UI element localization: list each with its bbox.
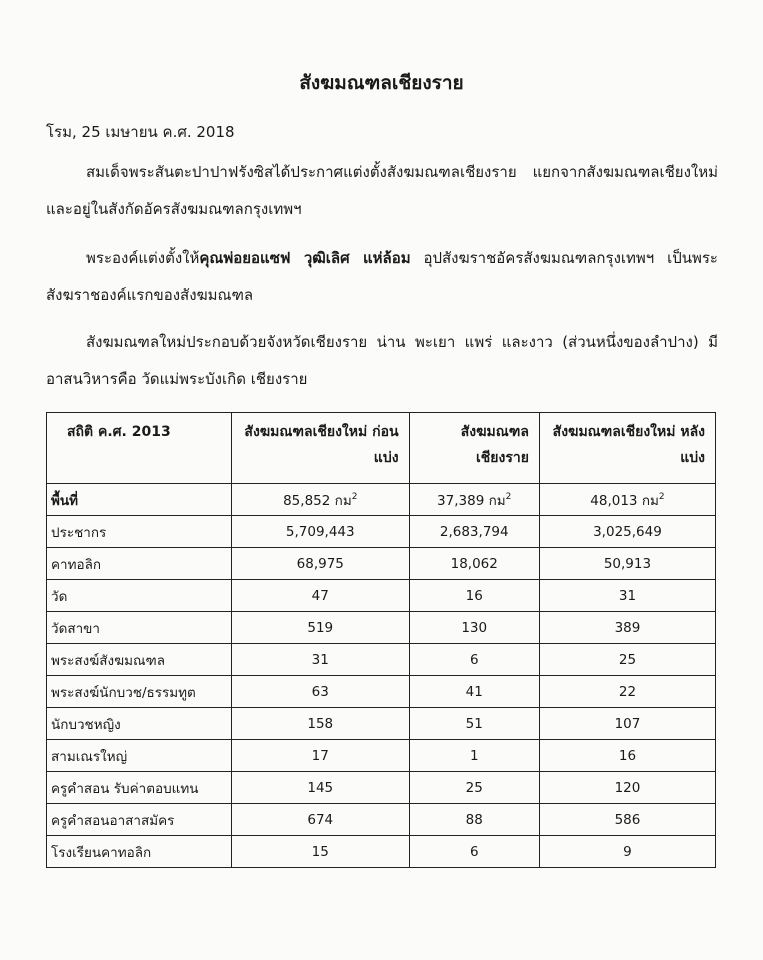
row-value — [409, 484, 539, 516]
row-value: 68,975 — [232, 548, 410, 580]
row-value: 16 — [409, 580, 539, 612]
area-unit-superscript: 2 — [658, 491, 665, 502]
table-row — [47, 772, 716, 804]
area-value: 85,852 — [283, 492, 331, 509]
row-label: พระสงฆ์สังฆมณฑล — [47, 644, 232, 676]
area-unit-superscript: 2 — [351, 491, 358, 502]
row-value: 674 — [232, 804, 410, 836]
row-value: 586 — [539, 804, 715, 836]
appointment-intro: พระองค์แต่งตั้งให้ — [86, 249, 200, 267]
row-label: สามเณรใหญ่ — [47, 740, 232, 772]
row-value — [232, 484, 410, 516]
table-header-row — [47, 413, 716, 484]
row-value: 120 — [539, 772, 715, 804]
table-row — [47, 804, 716, 836]
row-label: ประชากร — [47, 516, 232, 548]
area-value: 48,013 — [590, 492, 638, 509]
row-value: 15 — [232, 836, 410, 868]
table-row — [47, 644, 716, 676]
row-value: 9 — [539, 836, 715, 868]
row-value: 3,025,649 — [539, 516, 715, 548]
table-row — [47, 484, 716, 516]
row-label: พื้นที่ — [47, 484, 232, 516]
table-row — [47, 612, 716, 644]
statistics-table — [46, 412, 716, 868]
row-value: 47 — [232, 580, 410, 612]
row-value: 130 — [409, 612, 539, 644]
row-value: 88 — [409, 804, 539, 836]
row-value: 6 — [409, 836, 539, 868]
row-value: 25 — [409, 772, 539, 804]
row-value: 41 — [409, 676, 539, 708]
area-value: 37,389 — [437, 492, 485, 509]
row-value: 1 — [409, 740, 539, 772]
row-label: โรงเรียนคาทอลิก — [47, 836, 232, 868]
header-chiangmai-after: สังฆมณฑลเชียงใหม่ หลังแบ่ง — [539, 413, 715, 484]
area-unit: กม — [641, 492, 659, 509]
row-value: 31 — [539, 580, 715, 612]
table-row — [47, 580, 716, 612]
area-unit-superscript: 2 — [505, 491, 512, 502]
row-label: นักบวชหญิง — [47, 708, 232, 740]
row-value: 107 — [539, 708, 715, 740]
row-value: 22 — [539, 676, 715, 708]
area-unit: กม — [334, 492, 352, 509]
document-title: สังฆมณฑลเชียงราย — [299, 72, 464, 94]
row-value: 51 — [409, 708, 539, 740]
table-row — [47, 548, 716, 580]
paragraph-composition: สังฆมณฑลใหม่ประกอบด้วยจังหวัดเชียงราย น่าน พะเยา แพร่ และงาว (ส่วนหนึ่งของลำปาง) มีอาสนวิหารคือ วัดแม่พระบังเกิด เชียงราย — [46, 333, 718, 388]
row-value: 31 — [232, 644, 410, 676]
table-row — [47, 676, 716, 708]
paragraph-announcement: สมเด็จพระสันตะปาปาฟรังซิสได้ประกาศแต่งตั้งสังฆมณฑลเชียงราย แยกจากสังฆมณฑลเชียงใหม่ และอยู่ในสังกัดอัครสังฆมณฑลกรุงเทพฯ — [46, 163, 718, 218]
paragraph-appointment — [46, 240, 718, 314]
row-value: 6 — [409, 644, 539, 676]
row-label: วัดสาขา — [47, 612, 232, 644]
table-row — [47, 708, 716, 740]
row-value: 2,683,794 — [409, 516, 539, 548]
row-label: คาทอลิก — [47, 548, 232, 580]
area-unit: กม — [488, 492, 506, 509]
row-value: 519 — [232, 612, 410, 644]
header-chiangmai-before: สังฆมณฑลเชียงใหม่ ก่อนแบ่ง — [232, 413, 410, 484]
row-value: 145 — [232, 772, 410, 804]
row-value: 389 — [539, 612, 715, 644]
row-value — [539, 484, 715, 516]
row-value: 18,062 — [409, 548, 539, 580]
header-chiangrai: สังฆมณฑลเชียงราย — [409, 413, 539, 484]
row-value: 50,913 — [539, 548, 715, 580]
table-row — [47, 836, 716, 868]
dateline: โรม, 25 เมษายน ค.ศ. 2018 — [46, 123, 235, 141]
row-label: ครูคำสอนอาสาสมัคร — [47, 804, 232, 836]
row-value: 17 — [232, 740, 410, 772]
row-value: 158 — [232, 708, 410, 740]
row-value: 16 — [539, 740, 715, 772]
appointment-rest: อุปสังฆราชอัครสังฆมณฑลกรุงเทพฯ เป็นพระสังฆราชองค์แรกของสังฆมณฑล — [46, 249, 718, 304]
row-value: 63 — [232, 676, 410, 708]
row-value: 5,709,443 — [232, 516, 410, 548]
row-label: ครูคำสอน รับค่าตอบแทน — [47, 772, 232, 804]
row-value: 25 — [539, 644, 715, 676]
row-label: พระสงฆ์นักบวช/ธรรมทูต — [47, 676, 232, 708]
header-statistics: สถิติ ค.ศ. 2013 — [47, 413, 232, 484]
row-label: วัด — [47, 580, 232, 612]
bishop-name: คุณพ่อยอแซฟ วุฒิเลิศ แห่ล้อม — [199, 249, 411, 267]
table-row — [47, 516, 716, 548]
table-row — [47, 740, 716, 772]
